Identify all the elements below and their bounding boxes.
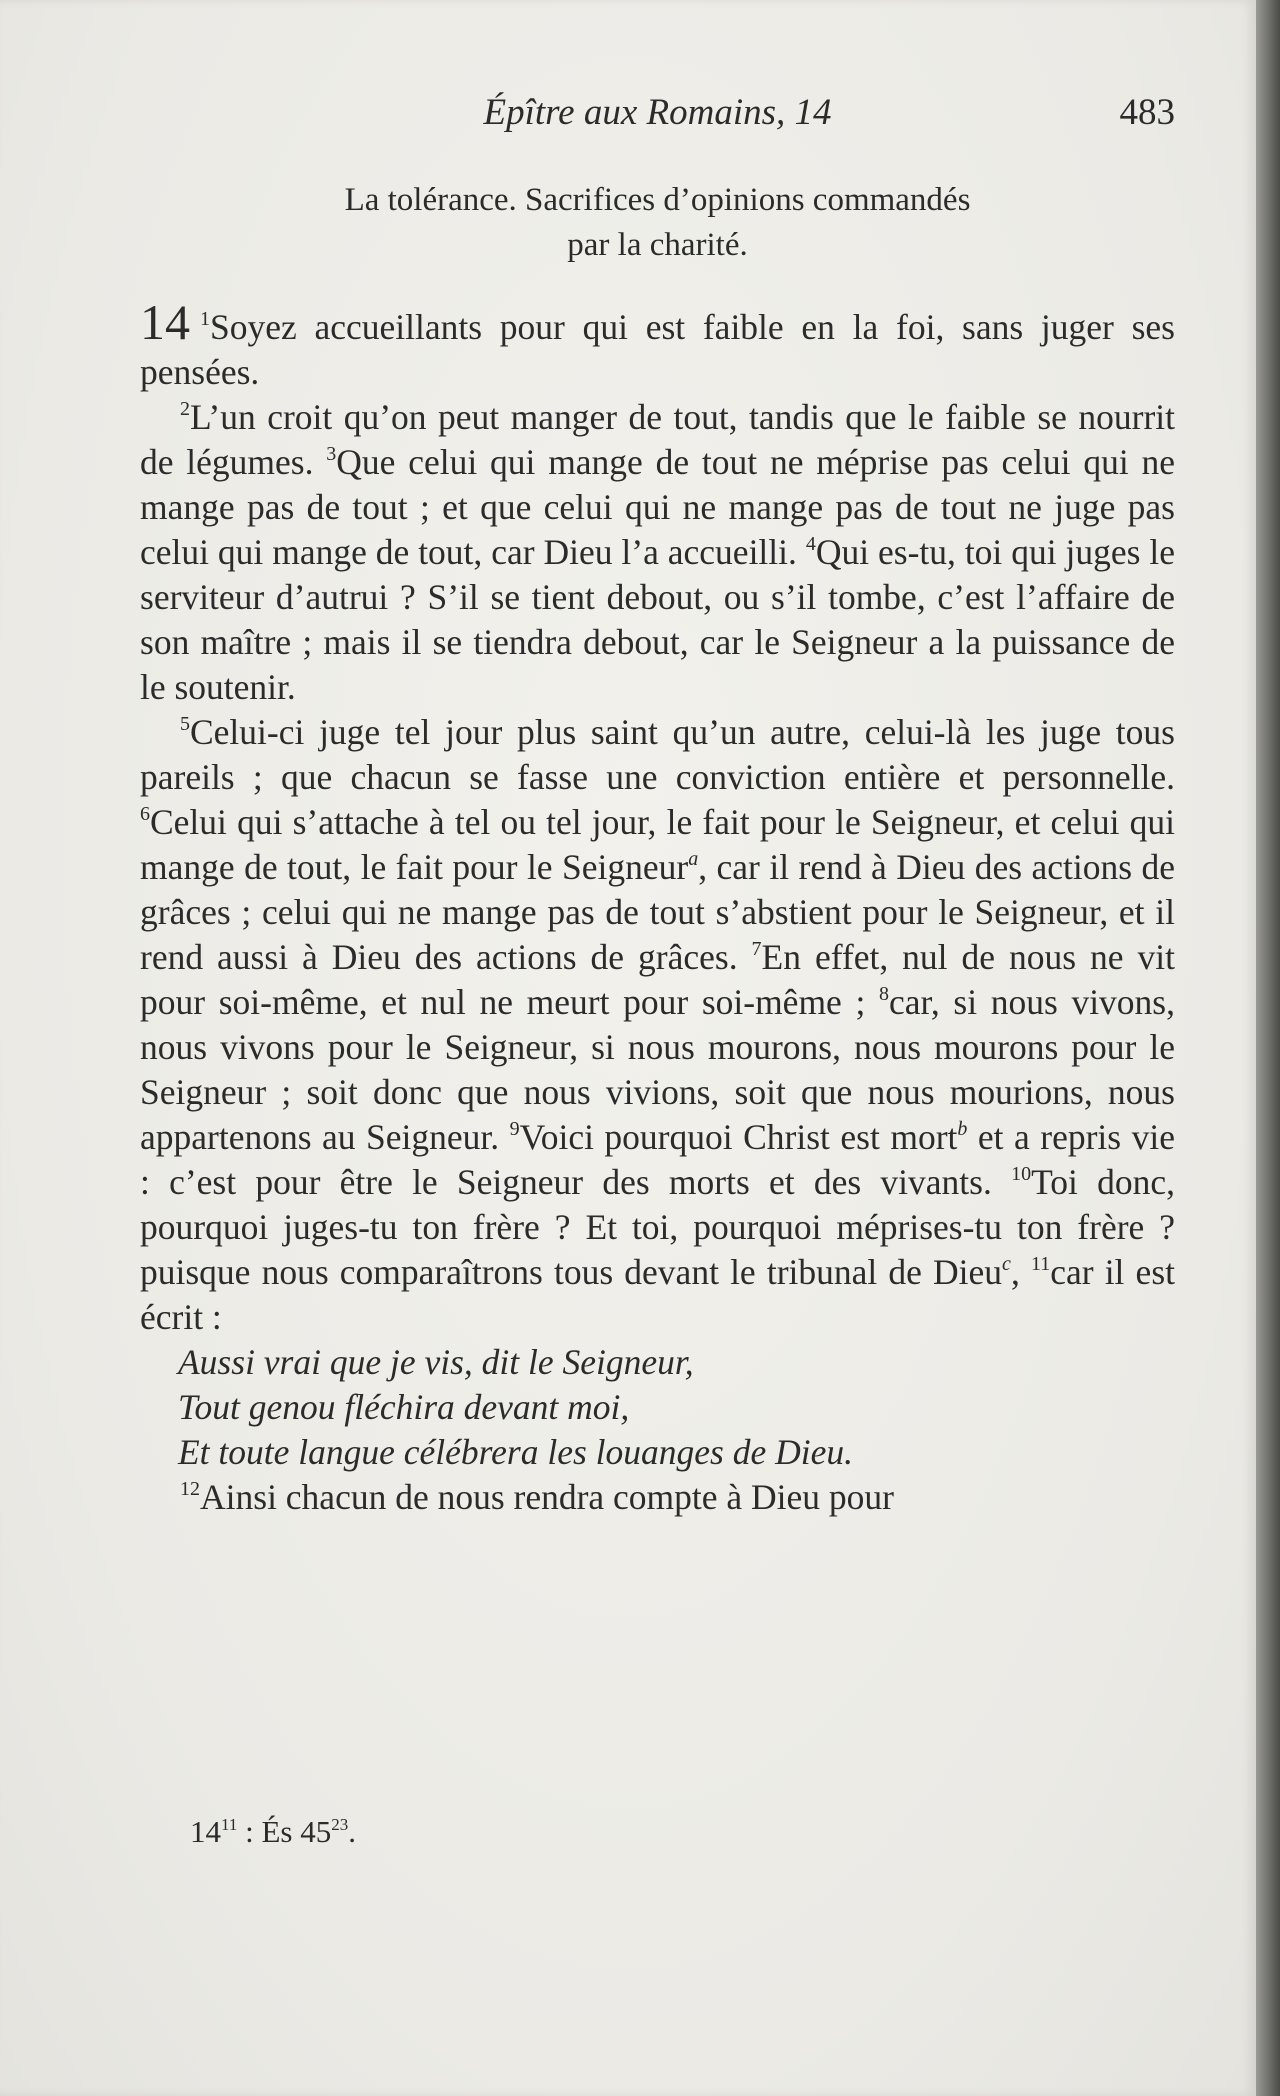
verse-text: En effet, nul de nous ne vit pour soi-même, et nul ne meurt pour soi-même ; bbox=[140, 937, 1175, 1022]
verse-number: 10 bbox=[1011, 1163, 1032, 1185]
verse-number: 2 bbox=[180, 398, 190, 420]
quotation-line: Tout genou fléchira devant moi, bbox=[178, 1387, 630, 1427]
quotation-line: Et toute langue célébrera les louanges de Dieu. bbox=[178, 1432, 853, 1472]
paragraph-verse-1 bbox=[140, 294, 1175, 395]
verse-text: Ainsi chacun de nous rendra compte à Dieu pour bbox=[200, 1477, 895, 1517]
verse-number: 4 bbox=[805, 533, 816, 555]
verse-number: 5 bbox=[180, 713, 190, 735]
footnote-ref-verse: 11 bbox=[221, 1815, 238, 1834]
verse-text: Celui qui s’attache à tel ou tel jour, le fait pour le Seigneur, et celui qui mange de tout, le fait pour le Seigneur bbox=[140, 802, 1175, 887]
body-text bbox=[140, 294, 1176, 1520]
verse-text: Toi donc, pourquoi juges-tu ton frère ? Et toi, pourquoi méprises-tu ton frère ? puisque nous comparaîtrons tous devant le tribunal de Dieu bbox=[140, 1162, 1175, 1292]
paragraph-verse-12 bbox=[140, 1475, 1175, 1520]
verse-text: et a repris vie : c’est pour être le Seigneur des morts et des vivants. bbox=[140, 1117, 1175, 1202]
page-header bbox=[140, 88, 1175, 138]
verse-text: Que celui qui mange de tout ne méprise pas celui qui ne mange pas de tout ; et que celui qui ne mange pas de tout ne juge pas celui qui mange de tout, car Dieu l’a accueilli. bbox=[140, 442, 1176, 572]
page-number: 483 bbox=[1119, 92, 1175, 133]
verse-text: , car il rend à Dieu des actions de grâces ; celui qui ne mange pas de tout s’abstient pour le Seigneur, et il rend aussi à Dieu des actions de grâces. bbox=[140, 847, 1175, 977]
verse-number: 8 bbox=[878, 983, 889, 1005]
verse-number: 11 bbox=[1030, 1253, 1051, 1275]
section-title-line-2: par la charité. bbox=[567, 227, 748, 263]
verse-number: 12 bbox=[180, 1478, 200, 1500]
verse-number: 7 bbox=[751, 938, 762, 960]
quotation bbox=[140, 1340, 1175, 1475]
verse-number: 9 bbox=[509, 1118, 520, 1140]
footnote-target-verse: 23 bbox=[331, 1815, 349, 1834]
note-marker: c bbox=[1002, 1253, 1011, 1275]
note-marker: b bbox=[957, 1118, 968, 1140]
verse-number: 6 bbox=[140, 803, 150, 825]
paragraph-verses-5-11 bbox=[140, 710, 1175, 1340]
footnote-end: . bbox=[348, 1814, 356, 1849]
section-title bbox=[140, 178, 1175, 268]
verse-text: Qui es-tu, toi qui juges le serviteur d’autrui ? S’il se tient debout, ou s’il tombe, c’est l’affaire de son maître ; mais il se tiendra debout, car le Seigneur a la puissance de le soutenir. bbox=[140, 532, 1175, 707]
footnote-ref: 14 bbox=[190, 1814, 221, 1849]
quotation-line: Aussi vrai que je vis, dit le Seigneur, bbox=[178, 1342, 694, 1382]
verse-text: Celui-ci juge tel jour plus saint qu’un autre, celui-là les juge tous pareils ; que chacun se fasse une conviction entière et personnelle. bbox=[140, 712, 1175, 797]
verse-text: L’un croit qu’on peut manger de tout, tandis que le faible se nourrit de légumes. bbox=[140, 397, 1175, 482]
paragraph-verses-2-4 bbox=[140, 395, 1175, 710]
running-title: Épître aux Romains, 14 bbox=[483, 92, 832, 133]
page-edge bbox=[1256, 0, 1280, 2096]
footnote-target: : És 45 bbox=[237, 1814, 332, 1849]
verse-text: , bbox=[1010, 1252, 1031, 1292]
chapter-number: 14 bbox=[140, 294, 190, 350]
note-marker: a bbox=[688, 848, 699, 870]
verse-number: 3 bbox=[326, 443, 337, 465]
verse-text: car, si nous vivons, nous vivons pour le Seigneur, si nous mourons, nous mourons pour le Seigneur ; soit donc que nous vivions, soit que nous mourions, nous appartenons au Seigneur. bbox=[140, 982, 1175, 1157]
verse-text: Voici pourquoi Christ est mort bbox=[519, 1117, 958, 1157]
verse-number: 1 bbox=[200, 308, 210, 330]
verse-text: car il est écrit : bbox=[140, 1252, 1175, 1337]
footnote bbox=[190, 1812, 790, 1852]
verse-text: Soyez accueillants pour qui est faible en la foi, sans juger ses pensées. bbox=[140, 307, 1175, 392]
section-title-line-1: La tolérance. Sacrifices d’opinions commandés bbox=[344, 182, 971, 218]
